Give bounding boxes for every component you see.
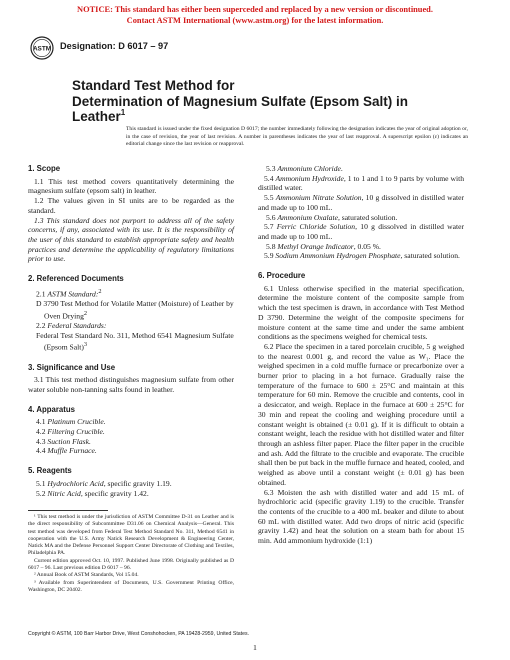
document-title (72, 78, 432, 125)
apparatus-item (28, 427, 234, 437)
reagent-item-detail: , saturated solution. (400, 251, 460, 261)
reagent-item-detail: , specific gravity 1.19. (103, 478, 172, 488)
reagent-item (258, 242, 464, 252)
section-2-2-label: Federal Standards: (47, 320, 107, 330)
reagent-item-name: Ammonium Hydroxide (275, 173, 344, 183)
footnote-divider (28, 510, 108, 511)
reagent-item-number: 5.7 (264, 222, 274, 232)
title-line-3 (72, 109, 432, 125)
apparatus-item-number: 4.3 (36, 436, 46, 446)
apparatus-item-number: 4.1 (36, 417, 46, 427)
reagent-item-detail: , 10 g dissolved in distilled water and made up to 100 mL. (258, 193, 465, 212)
apparatus-item (28, 446, 234, 456)
reagent-item-name: Ammonium Nitrate Solution (275, 193, 362, 203)
reagent-item-name: Ferric Chloride Solution (276, 222, 356, 232)
footnote-2: ² Annual Book of ASTM Standards, Vol 15.04. (34, 572, 139, 579)
reagent-item-number: 5.9 (264, 251, 274, 261)
reference-fed-311 (28, 331, 234, 353)
reagent-item (258, 222, 464, 241)
reagent-item-detail: , specific gravity 1.42. (80, 488, 149, 498)
reagent-item-detail: , saturated solution. (337, 212, 398, 222)
reagent-item (28, 479, 234, 489)
footnote-3: ³ Available from Superintendent of Documents, U.S. Government Printing Office, Washington, DC 20402. (28, 579, 234, 593)
reagent-item-number: 5.5 (264, 193, 274, 203)
reagent-item-name: Ammonium Chloride (277, 164, 341, 173)
astm-logo-icon (30, 36, 54, 60)
reference-d3790-text: D 3790 Test Method for Volatile Matter (Moisture) of Leather by Oven Drying (36, 298, 234, 321)
scope-1-3: 1.3 This standard does not purport to address all of the safety concerns, if any, associated with its use. It is the responsibility of the user of this standard to establish appropriate safety and health practices and determine the applicability of regulatory limitations prior to use. (28, 215, 234, 264)
reagent-item (258, 164, 464, 174)
reagent-item-number: 5.1 (36, 478, 46, 488)
copyright-line: Copyright © ASTM, 100 Barr Harbor Drive, West Conshohocken, PA 19428-2959, United States. (28, 631, 250, 637)
reagent-item (258, 174, 464, 193)
reagent-item-number: 5.6 (266, 212, 276, 222)
reagent-item (28, 489, 234, 499)
notice-line-1: NOTICE: This standard has either been superceded and replaced by a new version or discontinued. (77, 5, 433, 14)
reagent-item-detail: , 10 g dissolved in distilled water and made up to 100 mL. (258, 222, 465, 241)
apparatus-item-name: Platinum Crucible. (47, 417, 106, 427)
section-2-1-number: 2.1 (36, 289, 46, 299)
section-2-1 (28, 287, 234, 299)
procedure-6-3: 6.3 Moisten the ash with distilled water and add 15 mL of hydrochloric acid (specific gravity 1.19) to the crucible. Transfer the contents of the crucible to a 400 mL beaker and dilute to about 60 mL with distilled water. Add two drops of nitric acid (specific gravity 1.42) and heat the solution on a steam bath for about 15 min. Add ammonium hydroxide (1:1) (258, 487, 464, 546)
reagent-item-name: Sodium Ammonium Hydrogen Phosphate (275, 251, 401, 261)
left-column (28, 164, 234, 498)
reagent-item-name: Nitric Acid (47, 488, 81, 498)
supersession-notice (0, 5, 510, 26)
reagent-item (258, 251, 464, 261)
notice-line-2: Contact ASTM International (www.astm.org) for the latest information. (126, 15, 384, 25)
apparatus-item-name: Suction Flask. (47, 436, 91, 446)
right-column (258, 164, 464, 546)
section-2-2-number: 2.2 (36, 320, 46, 330)
reference-d3790 (28, 299, 234, 321)
footnote-1-edition: Current edition approved Oct. 10, 1997. Published June 1998. Originally published as D 6017 – 96. Last previous edition D 6017 – 96. (28, 557, 234, 572)
reagent-item-name: Methyl Orange Indicator (277, 241, 354, 251)
logo-text: ASTM (32, 45, 52, 53)
reagent-item-name: Ammonium Oxalate (277, 212, 338, 222)
title-line-2: Determination of Magnesium Sulfate (Epsom Salt) in (72, 93, 409, 109)
designation: Designation: D 6017 – 97 (60, 41, 169, 51)
reference-d3790-mark: 2 (83, 309, 88, 317)
preamble: This standard is issued under the fixed designation D 6017; the number immediately following the designation indicates the year of original adoption or, in the case of revision, the year of last revision. A number in parentheses indicates the year of last reapproval. A superscript epsilon (ε) indicates an editorial change since the last revision or reapproval. (126, 126, 468, 148)
apparatus-item-name: Muffle Furnace. (47, 446, 97, 456)
reagent-item-number: 5.2 (36, 488, 46, 498)
scope-1-1: 1.1 This test method covers quantitatively determining the magnesium sulfate (epsom salt) in leather. (28, 176, 234, 196)
reagent-item (258, 193, 464, 212)
reagent-item-number: 5.3 (266, 164, 276, 173)
page-number: 1 (253, 643, 257, 652)
title-line-3-text: Leather (72, 109, 121, 124)
reagent-item-detail: , 0.05 %. (353, 241, 381, 251)
reagent-item-detail: , 1 to 1 and 1 to 9 parts by volume with distilled water. (258, 173, 465, 193)
title-line-1: Standard Test Method for (72, 78, 235, 93)
apparatus-item-number: 4.4 (36, 446, 46, 456)
footnote-1: ¹ This test method is under the jurisdiction of ASTM Committee D-31 on Leather and is the direct responsibility of Subcommittee D31.06 on Chemical Analysis—General. This test method was developed from Federal Test Method Standard No. 311, Method 6541 in cooperation with the U.S. Army Natick Research Development & Engineering Center, Natick MA and the Defense Personnel Support Center Directorate of Clothing and Textiles, Philadelphia PA. (28, 514, 234, 557)
apparatus-item (28, 437, 234, 447)
reagent-item-name: Hydrochloric Acid (47, 478, 104, 488)
procedure-heading: 6. Procedure (258, 271, 306, 281)
reagent-item-number: 5.8 (266, 241, 276, 251)
section-2-1-label: ASTM Standard: (47, 289, 99, 299)
reference-fed-311-text: Federal Test Standard No. 311, Method 6541 Magnesium Sulfate (Epsom Salt) (36, 330, 234, 352)
reference-fed-311-mark: 3 (83, 341, 88, 349)
reagent-item (258, 213, 464, 223)
apparatus-heading: 4. Apparatus (28, 404, 75, 414)
section-2-2 (28, 321, 234, 331)
footnotes (28, 514, 234, 594)
title-footnote-mark: 1 (120, 108, 126, 117)
section-2-1-mark: 2 (98, 287, 102, 295)
reagents-heading: 5. Reagents (28, 466, 72, 476)
referenced-documents-heading: 2. Referenced Documents (28, 274, 124, 284)
apparatus-item (28, 417, 234, 427)
procedure-6-2: 6.2 Place the specimen in a tared porcelain crucible, 5 g weighed to the nearest 0.001 g, and record the value as W₁. Place the weighed specimen in a cold muffle furnace or precarbonize over a burner prior to placing in a hot furnace. Gradually raise the temperature of the furnace to 600 ± 25°C and maintain at this temperature for 60 min. Remove the crucible and contents, cool in a desiccator, and weigh. Replace in the furnace at 600 ± 25°C for 30 min and repeat the cooling and weighing procedure until a constant weight is obtained (± 0.01 g). If it is difficult to obtain a constant weight, leach the residue with hot distilled water and filter through an ashless filter paper. Place the filter paper in the crucible and ash. Add the filtrate to the crucible and evaporate. The crucible shall then be put back in the muffle furnace and heated, cooled, and weighed as above until a constant weight (± 0.01 g) has been obtained. (258, 341, 464, 487)
scope-heading: 1. Scope (28, 164, 61, 173)
apparatus-item-name: Filtering Crucible. (47, 427, 105, 437)
reagent-item-detail: . (340, 164, 343, 173)
procedure-6-1: 6.1 Unless otherwise specified in the material specification, determine the moisture content of the composite sample from which the test specimen is drawn, in accordance with Test Method D 3790. Determine the weight of the composite specimens for moisture content at the same time and under the same ambient conditions as the specimens weighed for chemical tests. (258, 283, 464, 342)
significance-heading: 3. Significance and Use (28, 362, 116, 372)
apparatus-item-number: 4.2 (36, 427, 46, 437)
scope-1-2: 1.2 The values given in SI units are to be regarded as the standard. (28, 196, 234, 215)
significance-3-1: 3.1 This test method distinguishes magnesium sulfate from other water soluble non-tanning salts found in leather. (28, 375, 234, 394)
reagent-item-number: 5.4 (264, 173, 274, 183)
